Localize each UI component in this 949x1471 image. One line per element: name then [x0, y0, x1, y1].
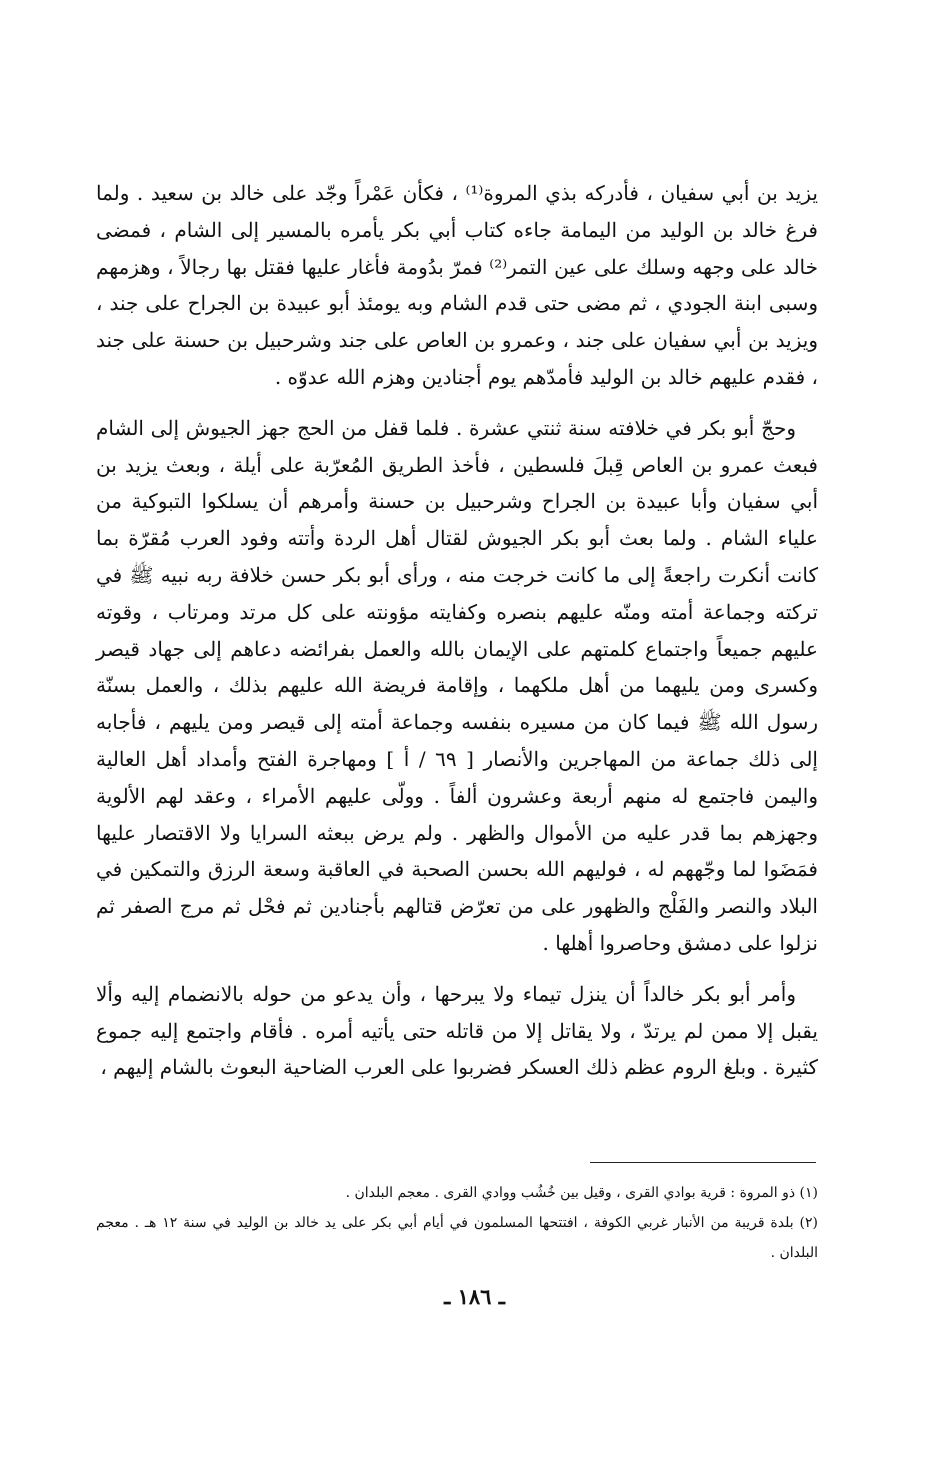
footnote-separator [590, 1162, 816, 1163]
paragraph-1: يزيد بن أبي سفيان ، فأدركه بذي المروة⁽¹⁾ ، فكأن عَمْراً وجّد على خالد بن سعيد . ولما فرغ خالد بن الوليد من اليمامة جاءه كتاب أبي بكر يأمره بالمسير إلى الشام ، فمضى خالد على وجهه وسلك على عين التمر⁽²⁾ فمرّ بدُومة فأغار عليها فقتل بها رجالاً ، وهزمهم وسبى ابنة الجودي ، ثم مضى حتى قدم الشام وبه يومئذ أبو عبيدة بن الجراح على جند ، ويزيد بن أبي سفيان على جند ، وعمرو بن العاص على جند وشرحبيل بن حسنة على جند ، فقدم عليهم خالد بن الوليد فأمدّهم يوم أجنادين وهزم الله عدوّه . [96, 181, 818, 389]
paragraph-3: وأمر أبو بكر خالداً أن ينزل تيماء ولا يبرحها ، وأن يدعو من حوله بالانضمام إليه وألا يقبل إلا ممن لم يرتدّ ، ولا يقاتل إلا من قاتله حتى يأتيه أمره . فأقام واجتمع إليه جموع كثيرة . وبلغ الروم عظم ذلك العسكر فضربوا على العرب الضاحية البعوث بالشام إليهم ، [96, 981, 818, 1080]
paragraph-2: وحجّ أبو بكر في خلافته سنة ثنتي عشرة . فلما قفل من الحج جهز الجيوش إلى الشام فبعث عمرو بن العاص قِبلَ فلسطين ، فأخذ الطريق المُعرّبة على أيلة ، وبعث يزيد بن أبي سفيان وأبا عبيدة بن الجراح وشرحبيل بن حسنة وأمرهم أن يسلكوا التبوكية من علياء الشام . ولما بعث أبو بكر الجيوش لقتال أهل الردة وأتته وفود العرب مُقرّة بما كانت أنكرت راجعةً إلى ما كانت خرجت منه ، ورأى أبو بكر حسن خلافة ربه نبيه ﷺ في تركته وجماعة أمته ومنّه عليهم بنصره وكفايته مؤونته على كل مرتد ومرتاب ، وقوته عليهم جميعاً واجتماع كلمتهم على الإيمان بالله والعمل بفرائضه دعاهم إلى جهاد قيصر وكسرى ومن يليهما من أهل ملكهما ، وإقامة فريضة الله عليهم بذلك ، والعمل بسنّة رسول الله ﷺ فيما كان من مسيره بنفسه وجماعة أمته إلى قيصر ومن يليهم ، فأجابه إلى ذلك جماعة من المهاجرين والأنصار [ ٦٩ / أ ] ومهاجرة الفتح وأمداد أهل العالية واليمن فاجتمع له منهم أربعة وعشرون ألفاً . وولّى عليهم الأمراء ، وعقد لهم الألوية وجهزهم بما قدر عليه من الأموال والظهر . ولم يرض ببعثه السرايا ولا الاقتصار عليها فمَضَوا لما وجّههم له ، فوليهم الله بحسن الصحبة في العاقبة وسعة الرزق والتمكين في البلاد والنصر والفَلْج والظهور على من تعرّض قتالهم بأجنادين ثم فحْل ثم مرج الصفر ثم نزلوا على دمشق وحاصروا أهلها . [96, 415, 818, 955]
footnote-2: (٢) بلدة قريبة من الأنبار غربي الكوفة ، افتتحها المسلمون في أيام أبي بكر على يد خالد بن الوليد في سنة ١٢ هـ . معجم البلدان . [96, 1215, 818, 1261]
footnote-1: (١) ذو المروة : قرية بوادي القرى ، وقيل بين خُشُب ووادي القرى . معجم البلدان . [345, 1185, 818, 1201]
main-text [96, 175, 818, 1100]
page-number: ـ ١٨٦ ـ [444, 1284, 505, 1309]
footnotes [96, 1178, 818, 1268]
